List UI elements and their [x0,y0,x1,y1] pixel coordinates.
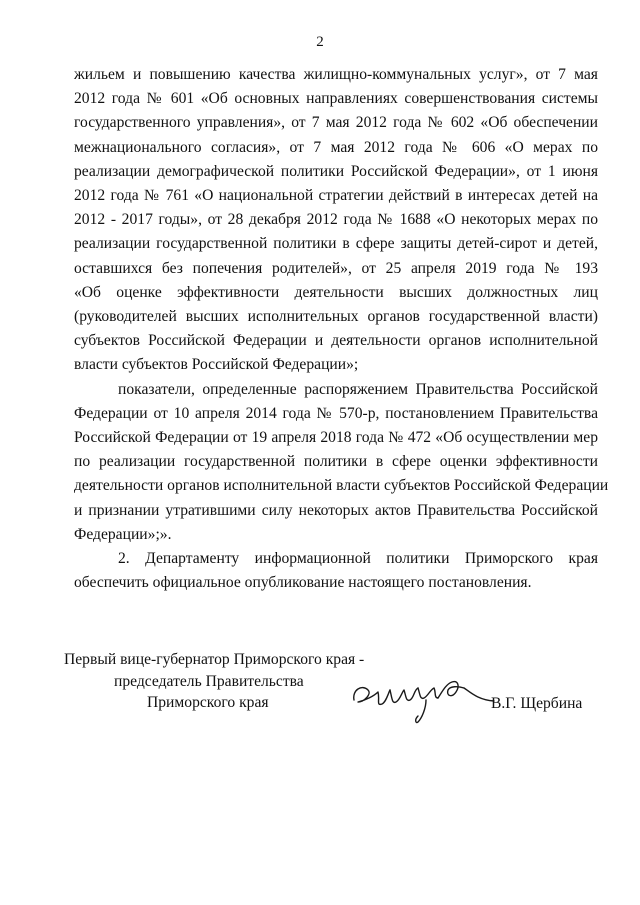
text-line: деятельности органов исполнительной власти субъектов Российской Федерации [74,477,609,495]
text-line: Российской Федерации от 19 апреля 2018 года № 472 «Об осуществлении мер [74,429,598,447]
text-line: власти субъектов Российской Федерации»; [74,356,359,374]
text-line: 2012 года № 761 «О национальной стратегии действий в интересах детей на [74,187,598,205]
paragraph-decrees-list [74,63,598,378]
paragraph-indicators [74,378,609,547]
text-line: по реализации государственной политики в сфере оценки эффективности [74,453,598,471]
text-line: 2012 - 2017 годы», от 28 декабря 2012 года № 1688 «О некоторых мерах по [74,211,598,229]
text-line: «Об оценке эффективности деятельности высших должностных лиц [74,283,598,301]
text-line: реализации демографической политики Российской Федерации», от 1 июня [74,162,598,180]
page-number: 2 [316,34,324,50]
text-line: субъектов Российской Федерации и деятельности органов исполнительной [74,332,598,350]
signer-name: В.Г. Щербина [491,695,583,712]
text-line: Федерации от 10 апреля 2014 года № 570-р, постановлением Правительства [74,404,598,422]
text-line: государственного управления», от 7 мая 2012 года № 602 «Об обеспечении [74,114,598,132]
text-line: оставшихся без попечения родителей», от 25 апреля 2019 года № 193 [74,259,598,277]
text-line: и признании утратившими силу некоторых актов Правительства Российской [74,501,598,519]
signer-position-line: председатель Правительства [114,673,304,690]
text-line: обеспечить официальное опубликование настоящего постановления. [74,574,532,592]
text-line: межнационального согласия», от 7 мая 2012 года № 606 «О мерах по [74,138,598,156]
document-body [74,63,609,595]
text-line: 2. Департаменту информационной политики Приморского края [118,550,598,568]
paragraph-item-2 [74,547,598,595]
text-line: Федерации»;». [74,525,172,543]
text-line: показатели, определенные распоряжением Правительства Российской [118,380,598,398]
signer-position-line: Приморского края [147,694,269,711]
handwritten-signature [348,670,498,728]
text-line: (руководителей высших исполнительных органов государственной власти) [74,308,598,326]
text-line: реализации государственной политики в сфере защиты детей-сирот и детей, [74,235,598,253]
text-line: 2012 года № 601 «Об основных направлениях совершенствования системы [74,90,598,108]
signer-position-line: Первый вице-губернатор Приморского края - [64,651,365,668]
text-line: жильем и повышению качества жилищно-коммунальных услуг», от 7 мая [74,66,598,83]
signature-block [0,650,640,730]
